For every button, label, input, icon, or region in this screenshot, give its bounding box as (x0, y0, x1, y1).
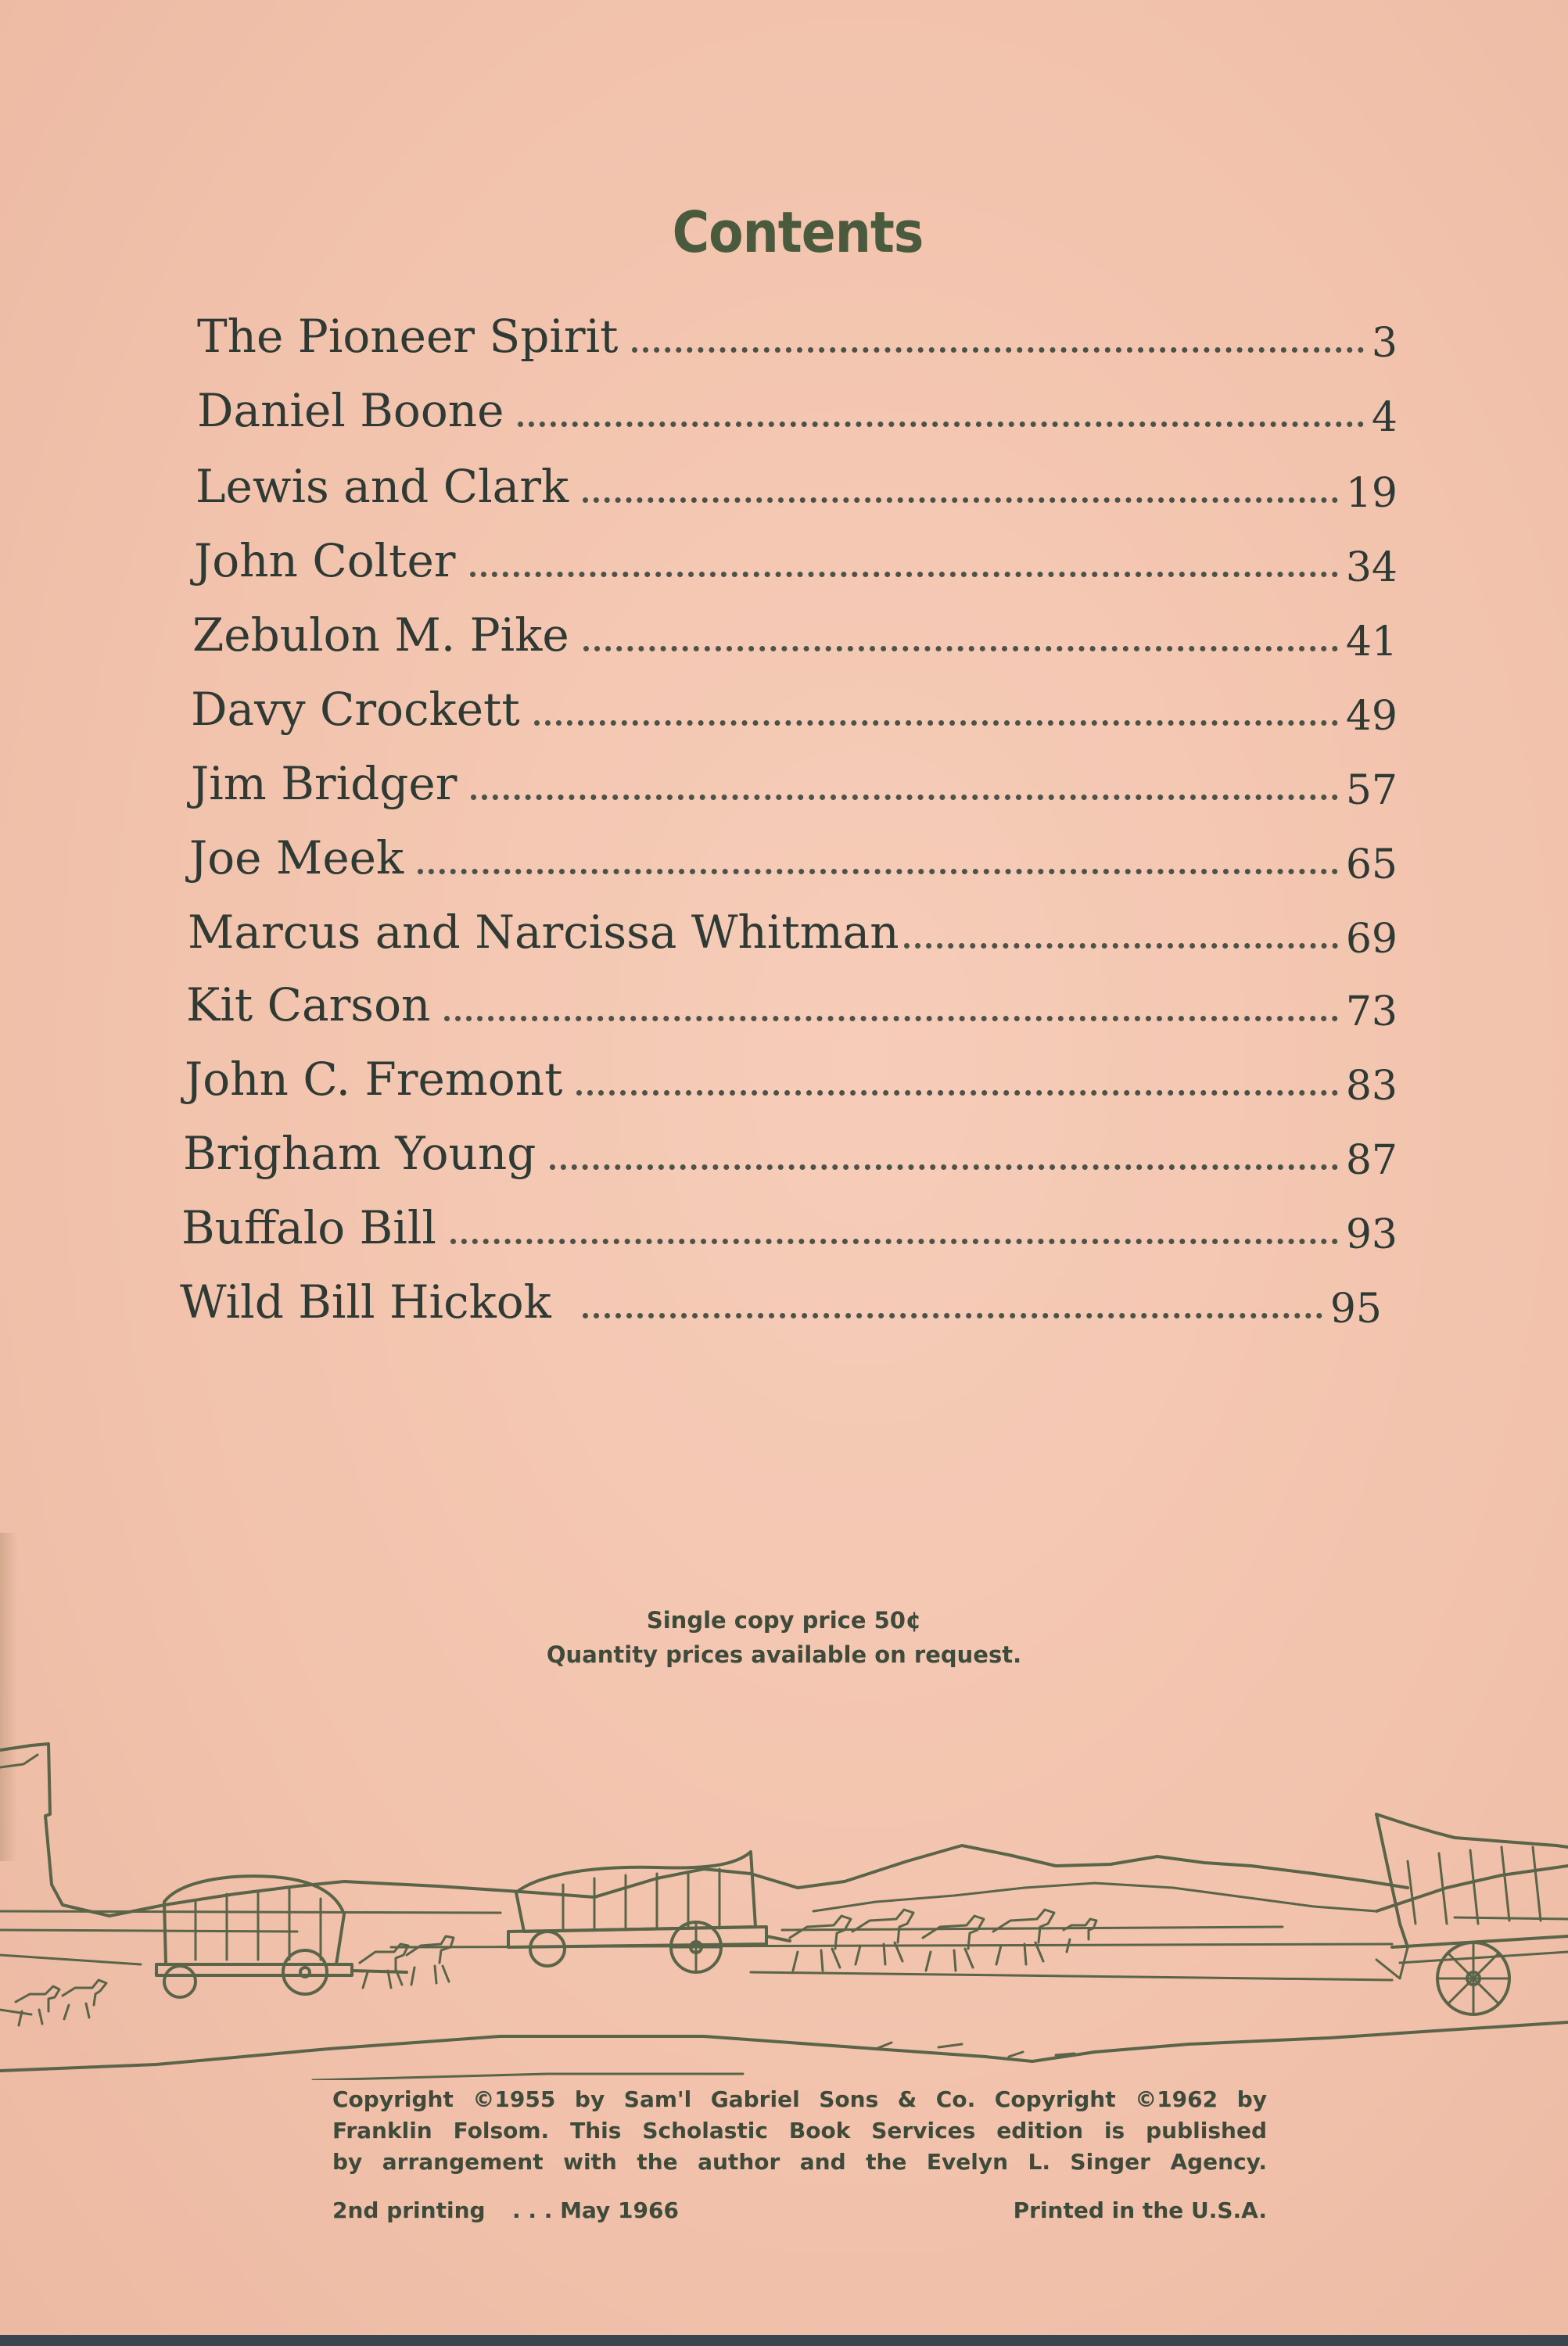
toc-entry-title: Buffalo Bill (181, 1201, 436, 1254)
covered-wagon-right (1376, 1814, 1568, 2014)
copyright-line: by arrangement with the author and the Evelyn L. Singer Agency. (332, 2149, 1267, 2175)
contents-title: Contents (672, 199, 924, 265)
toc-entry-title: Kit Carson (186, 978, 431, 1031)
cliff-detail (0, 1755, 38, 1767)
toc-leader-dots (583, 1313, 1322, 1318)
toc-entry[interactable] (194, 526, 1398, 591)
toc-entry-page: 73 (1345, 988, 1398, 1035)
printing-info (332, 2197, 1267, 2229)
toc-entry-title: Brigham Young (183, 1127, 536, 1180)
toc-leader-dots (418, 869, 1338, 874)
horizon-line (0, 1930, 297, 1932)
copyright-notice (332, 2084, 1267, 2178)
toc-entry-page: 3 (1371, 320, 1398, 367)
toc-entry[interactable] (197, 375, 1398, 441)
toc-leader-dots (444, 1016, 1337, 1021)
toc-entry-page: 95 (1329, 1286, 1382, 1333)
horse-team-middle (790, 1910, 1096, 1971)
toc-leader-dots (583, 497, 1338, 503)
toc-entry-title: John Colter (194, 534, 456, 587)
toc-entry-page: 87 (1345, 1137, 1398, 1184)
horse-team-left (360, 1936, 454, 1988)
toc-entry-title: Wild Bill Hickok (180, 1275, 551, 1329)
foreground-ground (0, 2022, 1568, 2071)
toc-entry-page: 34 (1345, 544, 1398, 591)
toc-entry[interactable] (186, 970, 1398, 1035)
toc-entry[interactable] (181, 1193, 1398, 1258)
quantity-prices-note: Quantity prices available on request. (546, 1641, 1022, 1668)
ground-line (751, 1972, 1392, 1980)
copyright-line: Copyright ©1955 by Sam'l Gabriel Sons & Co. Copyright ©1962 by (332, 2086, 1267, 2112)
price-notice (0, 1603, 1568, 1672)
toc-entry-title: Davy Crockett (191, 683, 520, 736)
ground-line (0, 1955, 141, 1964)
toc-entry[interactable] (197, 301, 1398, 367)
toc-entry-page: 4 (1371, 394, 1398, 441)
single-copy-price: Single copy price 50¢ (646, 1607, 922, 1634)
toc-leader-dots (450, 1239, 1338, 1244)
toc-entry-page: 83 (1345, 1063, 1398, 1110)
printed-in: Printed in the U.S.A. (1013, 2197, 1267, 2223)
toc-leader-dots (583, 646, 1338, 651)
toc-entry-page: 65 (1345, 841, 1398, 888)
toc-leader-dots (904, 943, 1338, 949)
toc-entry-title: Zebulon M. Pike (192, 608, 569, 662)
toc-leader-dots (534, 720, 1338, 726)
toc-entry-page: 57 (1345, 767, 1398, 814)
toc-leader-dots (471, 795, 1337, 800)
wagon-train-illustration (0, 1720, 1568, 2080)
toc-entry-title: Jim Bridger (191, 757, 457, 810)
toc-entry-page: 49 (1345, 693, 1398, 740)
toc-entry[interactable] (188, 897, 1398, 963)
horizon-line (0, 1911, 501, 1913)
printing-edition: 2nd printing (332, 2197, 486, 2223)
scan-bottom-edge (0, 2335, 1568, 2346)
printing-date: . . . May 1966 (512, 2197, 679, 2223)
toc-leader-dots (576, 1090, 1337, 1096)
toc-entry-title: Marcus and Narcissa Whitman (188, 906, 899, 959)
toc-entry[interactable] (183, 1118, 1398, 1184)
horizon-line (1455, 1917, 1568, 1919)
toc-entry-page: 93 (1345, 1211, 1398, 1258)
toc-entry-page: 69 (1345, 916, 1398, 963)
toc-entry-title: Joe Meek (189, 831, 404, 884)
toc-entry-title: The Pioneer Spirit (197, 310, 619, 363)
toc-entry[interactable] (180, 1267, 1382, 1333)
toc-entry[interactable] (196, 451, 1398, 517)
mountain-ridge-far (813, 1883, 1376, 1911)
toc-entry[interactable] (185, 1044, 1398, 1110)
toc-entry[interactable] (191, 748, 1398, 814)
toc-leader-dots (632, 347, 1363, 353)
foreground-ground (313, 2074, 743, 2080)
cliff-outline (0, 1744, 594, 1916)
toc-entry-page: 41 (1345, 619, 1398, 665)
toc-leader-dots (470, 572, 1338, 577)
covered-wagon-middle (508, 1852, 790, 1972)
toc-entry-title: John C. Fremont (185, 1053, 563, 1106)
covered-wagon-small (156, 1876, 407, 1997)
copyright-line: Franklin Folsom. This Scholastic Book Services edition is published (332, 2118, 1267, 2143)
toc-entry-title: Lewis and Clark (196, 460, 569, 513)
toc-entry[interactable] (192, 600, 1398, 665)
horse-team-far-left (0, 1980, 106, 2025)
toc-leader-dots (550, 1164, 1337, 1170)
toc-leader-dots (518, 421, 1363, 427)
toc-entry[interactable] (189, 823, 1398, 888)
toc-entry-title: Daniel Boone (197, 384, 504, 437)
toc-entry[interactable] (191, 674, 1398, 740)
toc-entry-page: 19 (1345, 470, 1398, 517)
